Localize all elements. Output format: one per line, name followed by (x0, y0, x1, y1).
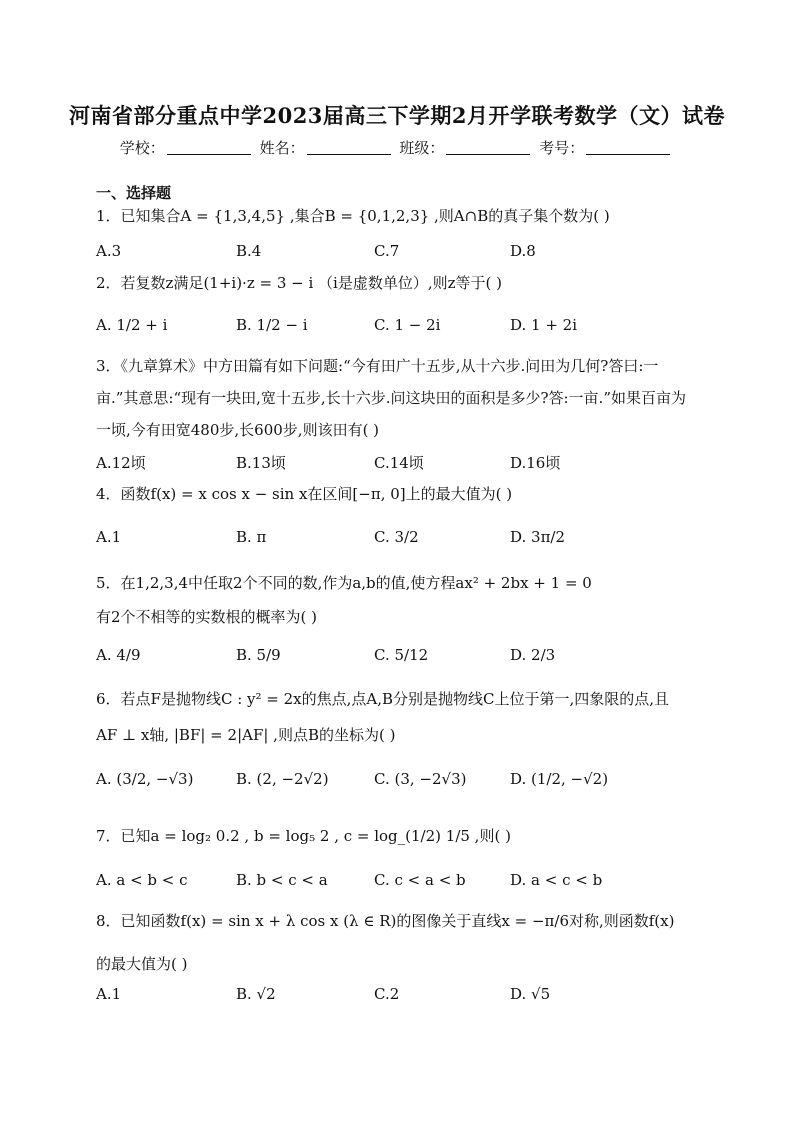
option-d: D.16顷 (510, 454, 561, 472)
option-d: D.8 (510, 242, 536, 260)
option-c: C.2 (374, 985, 400, 1003)
school-label: 学校： (119, 139, 165, 157)
option-d: D. a < c < b (510, 871, 603, 889)
option-a: A.1 (96, 528, 122, 546)
option-d: D. 3π/2 (510, 528, 566, 546)
section-heading: 一、选择题 (96, 184, 172, 202)
question-8-line-2: 的最大值为( ) (96, 955, 188, 973)
school-blank (167, 140, 251, 155)
option-b: B. b < c < a (236, 871, 328, 889)
option-d: D. 1 + 2i (510, 316, 578, 334)
option-c: C. 1 − 2i (374, 316, 441, 334)
question-8: 8．已知函数f(x) = sin x + λ cos x (λ ∈ R)的图像关于直线x = −π/6对称,则函数f(x) (96, 912, 675, 930)
question-5-line-2: 有2个不相等的实数根的概率为( ) (96, 608, 318, 626)
name-blank (307, 140, 391, 155)
exam-no-blank (586, 140, 670, 155)
question-1: 1．已知集合A = {1,3,4,5} ,集合B = {0,1,2,3} ,则A∩B的真子集个数为( ) (96, 207, 610, 225)
option-a: A. 4/9 (96, 646, 141, 664)
name-label: 姓名： (259, 139, 305, 157)
option-a: A. (3/2, −√3) (96, 770, 194, 788)
option-b: B.13顷 (236, 454, 286, 472)
class-label: 班级： (399, 139, 445, 157)
option-b: B.4 (236, 242, 262, 260)
option-c: C. 5/12 (374, 646, 429, 664)
option-a: A.1 (96, 985, 122, 1003)
option-c: C.7 (374, 242, 400, 260)
page-title: 河南省部分重点中学2023届高三下学期2月开学联考数学（文）试卷 (68, 103, 726, 128)
exam-no-label: 考号： (539, 139, 585, 157)
option-b: B. (2, −2√2) (236, 770, 329, 788)
question-7: 7．已知a = log₂ 0.2 , b = log₅ 2 , c = log_(1/2) 1/5 ,则( ) (96, 827, 511, 845)
option-a: A. a < b < c (96, 871, 188, 889)
option-c: C. (3, −2√3) (374, 770, 467, 788)
option-c: C. c < a < b (374, 871, 466, 889)
question-6-line-2: AF ⊥ x轴, |BF| = 2|AF| ,则点B的坐标为( ) (96, 726, 396, 744)
class-blank (446, 140, 530, 155)
option-a: A.12顷 (96, 454, 146, 472)
option-b: B. 5/9 (236, 646, 281, 664)
option-d: D. 2/3 (510, 646, 556, 664)
option-c: C.14顷 (374, 454, 424, 472)
option-b: B. π (236, 528, 267, 546)
question-6: 6．若点F是抛物线C : y² = 2x的焦点,点A,B分别是抛物线C上位于第一,四象限的点,且 (96, 690, 670, 708)
question-4: 4．函数f(x) = x cos x − sin x在区间[−π, 0]上的最大值为( ) (96, 485, 513, 503)
option-b: B. 1/2 − i (236, 316, 308, 334)
student-info-line (0, 137, 794, 158)
question-2: 2．若复数z满足(1+i)·z = 3 − i （i是虚数单位）,则z等于( ) (96, 274, 502, 292)
option-a: A. 1/2 + i (96, 316, 168, 334)
option-d: D. √5 (510, 985, 551, 1003)
option-b: B. √2 (236, 985, 276, 1003)
question-5: 5．在1,2,3,4中任取2个不同的数,作为a,b的值,使方程ax² + 2bx + 1 = 0 (96, 574, 592, 592)
option-d: D. (1/2, −√2) (510, 770, 609, 788)
question-3: 3．《九章算术》中方田篇有如下问题:“今有田广十五步,从十六步.问田为几何?答曰:一亩.”其意思:“现有一块田,宽十五步,长十六步.问这块田的面积是多少?答:一亩.”如果百亩为一顷,今有田宽480步,长600步,则该田有( ) (96, 357, 686, 439)
option-a: A.3 (96, 242, 122, 260)
option-c: C. 3/2 (374, 528, 419, 546)
